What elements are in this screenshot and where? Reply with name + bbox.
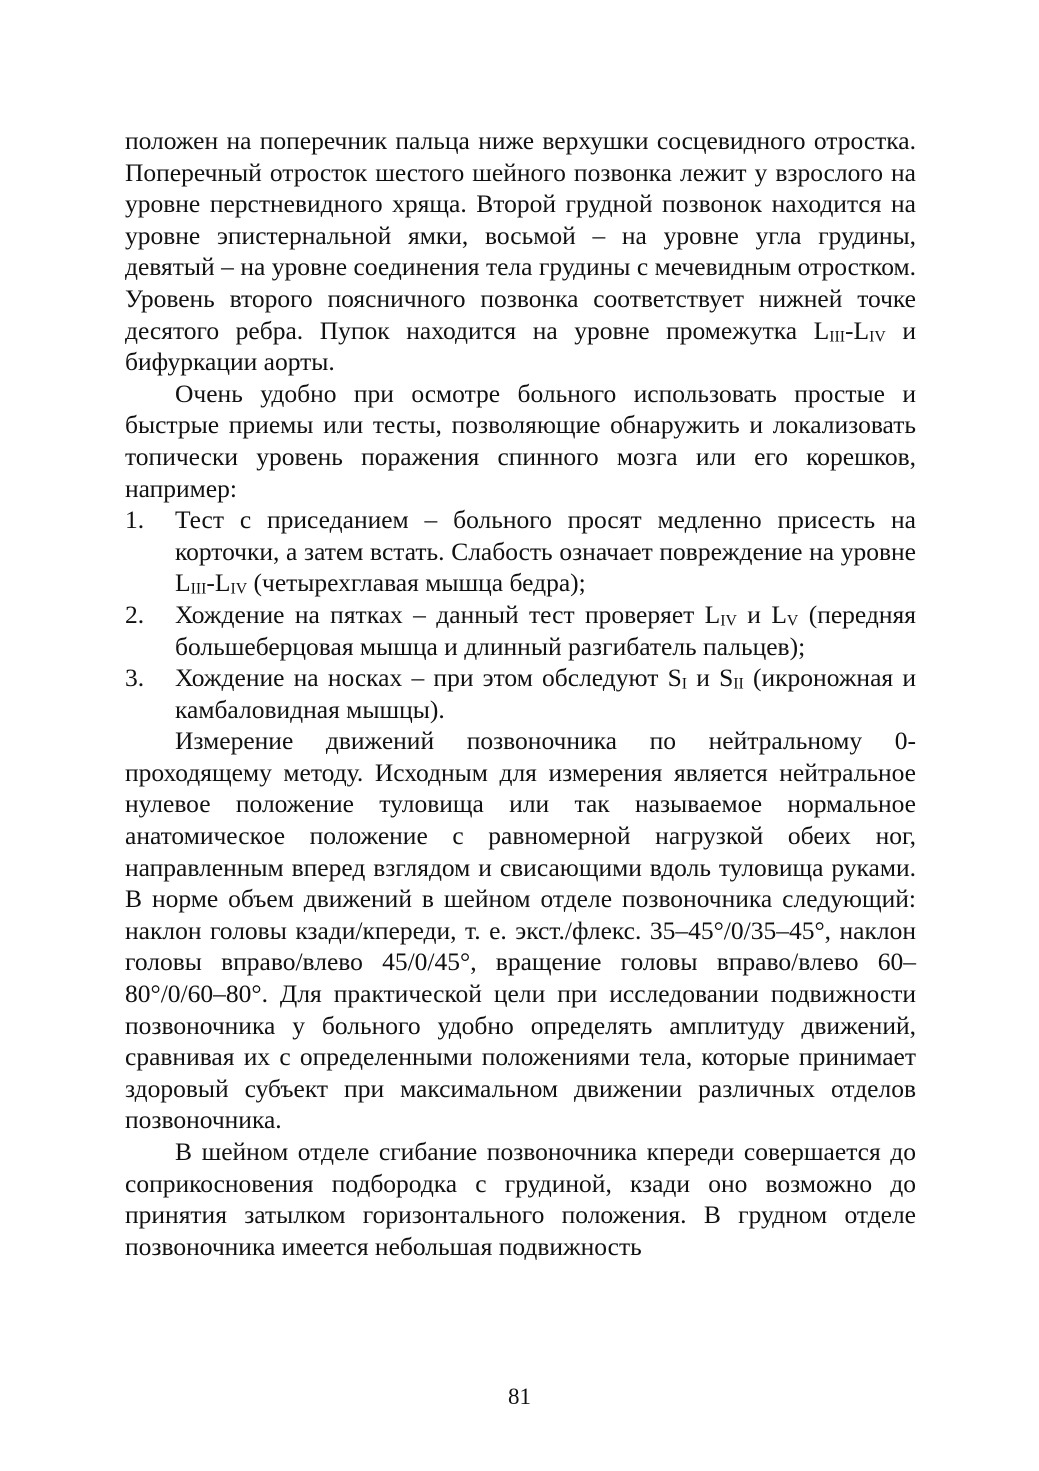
list-number: 3. bbox=[125, 663, 145, 693]
list-number: 2. bbox=[125, 599, 145, 629]
list-item: 2. Хождение на пятках – данный тест проверяет $L_{IV}$ и $L_V$ (передняя большеберцовая мышца и длинный разгибатель пальцев); bbox=[125, 599, 916, 661]
paragraph-2: Очень удобно при осмотре больного использовать простые и быстрые приемы или тесты, позволяющие обнаружить и локализовать топически уровень поражения спинного мозга или его корешков, например: bbox=[125, 378, 916, 503]
list-item: 3. Хождение на носках – при этом обследуют $S_I$ и $S_{II}$ (икроножная и камбаловидная мышцы). bbox=[125, 663, 916, 724]
paragraph-3: Измерение движений позвоночника по нейтральному 0-проходящему методу. Исходным для измерения является нейтральное нулевое положение туловища или так называемое нормальное анатомическое положение с равномерной нагрузкой обеих ног, направленным вперед взглядом и свисающими вдоль туловища руками. В норме объем движений в шейном отделе позвоночника следующий: наклон головы кзади/кпереди, т. е. экст./флекс. 35–45°/0/35–45°, наклон головы вправо/влево 45/0/45°, вращение головы вправо/влево 60–80°/0/60–80°. Для практической цели при исследовании подвижности позвоночника у больного удобно определять амплитуду движений, сравнивая их с определенными положениями тела, которые принимает здоровый субъект при максимальном движении различных отделов позвоночника. bbox=[125, 726, 916, 1135]
list-item: 1. Тест с приседанием – больного просят медленно присесть на корточки, а затем встать. Слабость означает повреждение на уровне $L_{III}-L_{IV}$ (четырехглавая мышца бедра); bbox=[125, 505, 916, 598]
page-number: 81 bbox=[508, 1384, 531, 1409]
paragraph-1: положен на поперечник пальца ниже верхушки сосцевидного отростка. Поперечный отросток шестого шейного позвонка лежит у взрослого на уровне перстневидного хряща. Второй грудной позвонок находится на уровне эпистернальной ямки, восьмой – на уровне угла грудины, девятый – на уровне соединения тела грудины с мечевидным отростком. Уровень второго поясничного позвонка соответствует нижней точке десятого ребра. Пупок находится на уровне промежутка $L_{III}-L_{IV}$ и бифуркации аорты. bbox=[125, 126, 916, 377]
list-number: 1. bbox=[125, 505, 145, 535]
body-text bbox=[125, 125, 916, 1262]
paragraph-4: В шейном отделе сгибание позвоночника кпереди совершается до соприкосновения подбородка с грудиной, кзади оно возможно до принятия затылком горизонтального положения. В грудном отделе позвоночника имеется небольшая подвижность bbox=[125, 1137, 916, 1261]
test-list bbox=[125, 504, 916, 725]
